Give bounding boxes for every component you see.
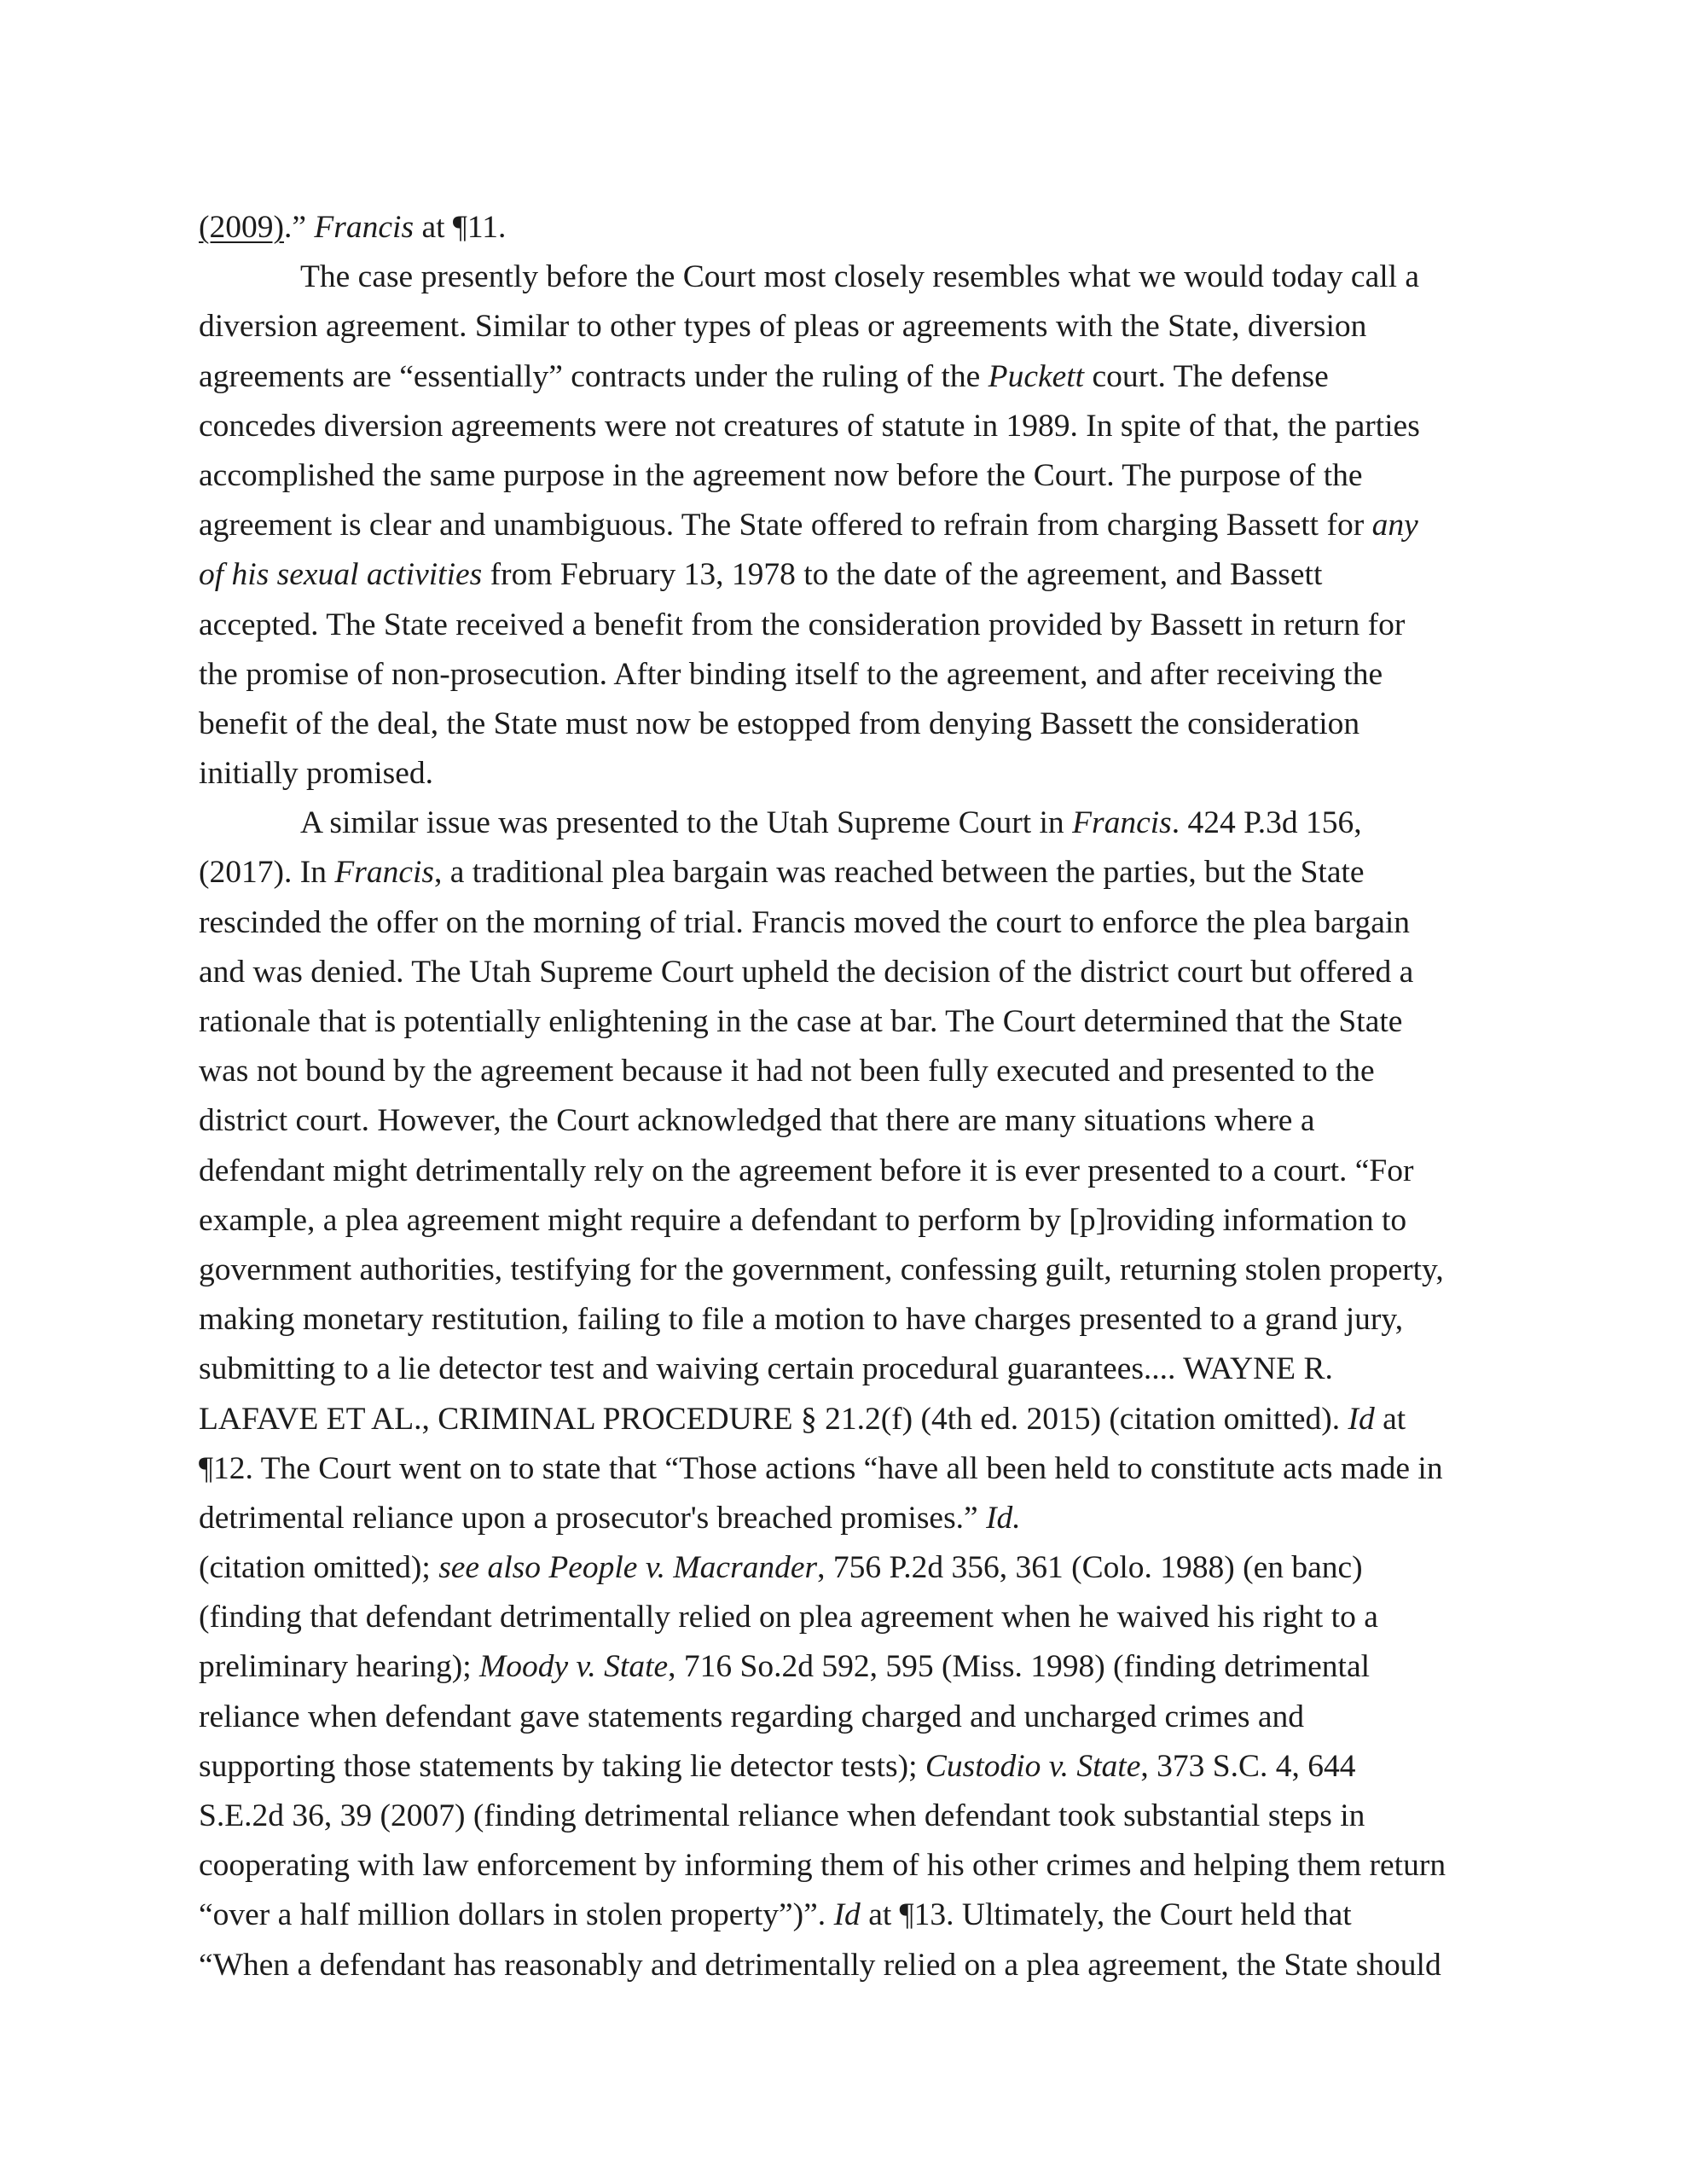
text-segment: initially promised. [199,756,433,792]
text-segment: the promise of non-prosecution. After binding itself to the agreement, and after receiving the [199,656,1383,692]
text-line [199,601,1504,650]
text-line [199,1693,1504,1742]
text-segment: at ¶11. [414,210,507,245]
italic-citation: Moody v. State [479,1649,669,1685]
text-segment: “When a defendant has reasonably and detrimentally relied on a plea agreement, the State should [199,1947,1441,1983]
text-segment: detrimental reliance upon a prosecutor's breached promises.” [199,1500,987,1536]
text-segment: . 424 P.3d 156, [1171,805,1362,841]
text-line [199,700,1504,749]
text-line [199,352,1504,402]
text-segment: agreements are “essentially” contracts under the ruling of the [199,358,988,394]
text-line [199,1147,1504,1196]
text-segment: benefit of the deal, the State must now be estopped from denying Bassett the consideration [199,706,1360,741]
text-segment: .” [283,210,315,245]
italic-citation: Francis [314,210,415,245]
text-segment: defendant might detrimentally rely on the agreement before it is ever presented to a court. “For [199,1153,1414,1188]
text-segment: The case presently before the Court most closely resembles what we would today call a [300,259,1420,295]
text-line [199,650,1504,700]
text-segment: , a traditional plea bargain was reached between the parties, but the State [434,855,1365,891]
paragraph-first-line [199,799,1504,848]
text-line [199,1543,1504,1593]
text-line [199,1742,1504,1792]
text-line [199,848,1504,897]
text-segment: court. The defense [1084,358,1329,394]
text-line [199,501,1504,550]
text-line [199,1941,1504,1990]
text-segment: rescinded the offer on the morning of trial. Francis moved the court to enforce the plea bargain [199,904,1411,940]
text-line [199,1642,1504,1692]
text-segment: cooperating with law enforcement by informing them of his other crimes and helping them return [199,1848,1446,1884]
text-segment: ¶12. The Court went on to state that “Those actions “have all been held to constitute acts made in [199,1450,1443,1486]
text-line [199,1345,1504,1394]
text-segment: , 756 P.2d 356, 361 (Colo. 1988) (en banc) [817,1550,1363,1586]
text-segment: from February 13, 1978 to the date of the agreement, and Bassett [482,557,1323,593]
text-segment: S.E.2d 36, 39 (2007) (finding detrimental reliance when defendant took substantial steps in [199,1798,1365,1833]
text-segment: concedes diversion agreements were not creatures of statute in 1989. In spite of that, the parties [199,408,1420,444]
text-segment: preliminary hearing); [199,1649,480,1685]
text-segment: , 716 So.2d 592, 595 (Miss. 1998) (finding detrimental [668,1649,1371,1685]
text-segment: diversion agreement. Similar to other types of pleas or agreements with the State, diversion [199,309,1367,345]
italic-citation: Puckett [988,358,1085,394]
underlined-text: (2009) [199,210,284,245]
text-segment: at ¶13. Ultimately, the Court held that [860,1897,1352,1933]
italic-citation: Francis [1072,805,1172,841]
text-line [199,898,1504,948]
text-line [199,1444,1504,1494]
text-segment: supporting those statements by taking lie detector tests); [199,1748,925,1784]
italic-citation: Id [1348,1401,1375,1437]
text-segment: accepted. The State received a benefit from the consideration provided by Bassett in return for [199,607,1406,642]
italic-citation: Id [833,1897,861,1933]
italic-citation: Francis [334,855,435,891]
text-segment: rationale that is potentially enlightening in the case at bar. The Court determined that the State [199,1004,1403,1039]
paragraph-first-line [199,253,1504,302]
text-segment: “over a half million dollars in stolen property”)”. [199,1897,834,1933]
text-line [199,1395,1504,1444]
text-line [199,451,1504,501]
text-line [199,997,1504,1047]
text-segment: accomplished the same purpose in the agreement now before the Court. The purpose of the [199,457,1363,493]
body-text [199,203,1504,1990]
text-line [199,1792,1504,1841]
text-segment: (citation omitted); [199,1550,439,1586]
text-line [199,1891,1504,1940]
text-line [199,1246,1504,1295]
text-line [199,1295,1504,1345]
text-segment: (finding that defendant detrimentally relied on plea agreement when he waived his right to a [199,1600,1378,1635]
italic-citation: Custodio v. State [925,1748,1141,1784]
text-segment: reliance when defendant gave statements regarding charged and uncharged crimes and [199,1699,1304,1734]
text-line [199,749,1504,799]
text-segment: example, a plea agreement might require a defendant to perform by [p]roviding information to [199,1202,1407,1238]
text-segment: agreement is clear and unambiguous. The State offered to refrain from charging Bassett for [199,508,1372,543]
text-segment: , 373 S.C. 4, 644 [1140,1748,1356,1784]
text-line [199,1196,1504,1246]
text-segment: and was denied. The Utah Supreme Court upheld the decision of the district court but offered a [199,954,1414,990]
text-line [199,1096,1504,1146]
text-line [199,203,1504,253]
text-segment: A similar issue was presented to the Utah Supreme Court in [300,805,1073,841]
text-segment: district court. However, the Court acknowledged that there are many situations where a [199,1103,1315,1139]
text-segment: making monetary restitution, failing to file a motion to have charges presented to a grand jury, [199,1302,1404,1338]
text-segment: was not bound by the agreement because it had not been fully executed and presented to the [199,1054,1375,1089]
italic-citation: any [1371,508,1418,543]
text-line [199,948,1504,997]
text-line [199,302,1504,351]
text-segment: government authorities, testifying for the government, confessing guilt, returning stolen property, [199,1252,1444,1287]
text-segment: LAFAVE ET AL., CRIMINAL PROCEDURE § 21.2(f) (4th ed. 2015) (citation omitted). [199,1401,1348,1437]
text-segment: (2017). In [199,855,335,891]
text-line [199,550,1504,600]
text-line [199,1494,1504,1543]
text-segment: submitting to a lie detector test and waiving certain procedural guarantees.... WAYNE R. [199,1351,1333,1387]
text-line [199,1841,1504,1891]
italic-citation: Id. [986,1500,1021,1536]
text-line [199,1593,1504,1642]
text-segment: at [1374,1401,1406,1437]
italic-citation: of his sexual activities [199,557,483,593]
text-line [199,1047,1504,1096]
text-line [199,402,1504,451]
italic-citation: see also People v. Macrander [438,1550,818,1586]
